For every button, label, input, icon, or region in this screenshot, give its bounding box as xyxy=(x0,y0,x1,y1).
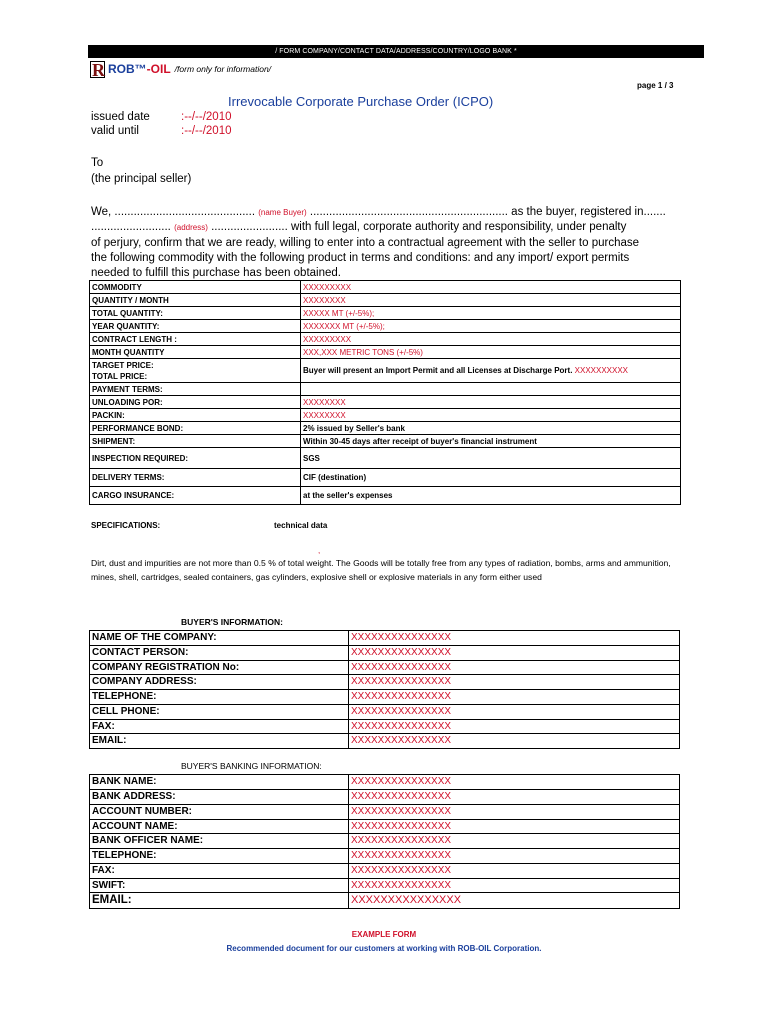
term-label: PACKIN: xyxy=(90,409,301,422)
term-label: PAYMENT TERMS: xyxy=(90,383,301,396)
bank-label: SWIFT: xyxy=(90,878,349,893)
buyer-label: COMPANY REGISTRATION No: xyxy=(90,660,349,675)
term-value: XXXXXXXX xyxy=(301,409,681,422)
term-label: COMMODITY xyxy=(90,281,301,294)
table-row xyxy=(90,435,681,448)
table-row xyxy=(90,396,681,409)
term-label: QUANTITY / MONTH xyxy=(90,294,301,307)
to-label: To xyxy=(91,157,104,169)
example-form-label: EXAMPLE FORM xyxy=(351,930,417,939)
table-row xyxy=(90,734,680,749)
intro-dots: ......................... xyxy=(91,221,171,233)
bank-label: TELEPHONE: xyxy=(90,849,349,864)
title-main: Irrevocable Corporate Purchase Order xyxy=(228,94,450,109)
table-row xyxy=(90,294,681,307)
buyer-value: XXXXXXXXXXXXXXX xyxy=(349,646,680,661)
intro-we: We, ............................................ xyxy=(91,206,256,218)
logo-mark xyxy=(90,61,105,78)
term-value: XXXXXXXX xyxy=(301,294,681,307)
term-value: XXXXXXXX xyxy=(301,396,681,409)
intro-line-4: the following commodity with the following product in terms and conditions: and any import/ export permits xyxy=(91,252,630,264)
term-label: YEAR QUANTITY: xyxy=(90,320,301,333)
issued-date-label: issued date xyxy=(91,111,150,123)
bank-info-table xyxy=(89,774,680,909)
term-value: 2% issued by Seller's bank xyxy=(301,422,681,435)
intro-name-buyer: (name Buyer) xyxy=(258,208,307,217)
logo-oil: -OIL xyxy=(146,62,171,76)
table-row xyxy=(90,487,681,505)
terms-table xyxy=(89,280,681,505)
bank-label: ACCOUNT NAME: xyxy=(90,819,349,834)
intro-line-2 xyxy=(91,219,626,236)
header-bar: / FORM COMPANY/CONTACT DATA/ADDRESS/COUNTRY/LOGO BANK * xyxy=(88,45,704,58)
intro-registered: .............................................................. as the buyer, registered in....... xyxy=(309,206,666,218)
target-price-label: TARGET PRICE: xyxy=(92,360,154,370)
table-row xyxy=(90,790,680,805)
term-value: at the seller's expenses xyxy=(301,487,681,505)
recommended-note: Recommended document for our customers at working with ROB-OIL Corporation. xyxy=(226,944,542,953)
title-abbr: (ICPO) xyxy=(452,94,494,109)
page-number: page 1 / 3 xyxy=(637,81,674,90)
term-value xyxy=(301,383,681,396)
bank-label: BANK OFFICER NAME: xyxy=(90,834,349,849)
table-row xyxy=(90,675,680,690)
term-value: XXXXXXXXX xyxy=(301,333,681,346)
bank-value: XXXXXXXXXXXXXXX xyxy=(349,849,680,864)
term-label: MONTH QUANTITY xyxy=(90,346,301,359)
table-row xyxy=(90,719,680,734)
logo-subtitle: /form only for information/ xyxy=(174,64,272,74)
table-row xyxy=(90,307,681,320)
term-label: PERFORMANCE BOND: xyxy=(90,422,301,435)
valid-until xyxy=(91,125,232,137)
impurities-paragraph: Dirt, dust and impurities are not more than 0.5 % of total weight. The Goods will be totally free from any types of radiation, bombs, arms and ammunition, mines, shell, cartridges, sealed containers, gas cylinders, explosive shell or explosive materials in any form either used xyxy=(91,558,671,582)
buyer-label: EMAIL: xyxy=(90,734,349,749)
buyer-value: XXXXXXXXXXXXXXX xyxy=(349,631,680,646)
price-text: Buyer will present an Import Permit and all Licenses at Discharge Port. xyxy=(303,366,573,375)
term-label: TOTAL QUANTITY: xyxy=(90,307,301,320)
table-row xyxy=(90,878,680,893)
bank-label: ACCOUNT NUMBER: xyxy=(90,804,349,819)
table-row xyxy=(90,849,680,864)
buyer-value: XXXXXXXXXXXXXXX xyxy=(349,660,680,675)
buyer-label: NAME OF THE COMPANY: xyxy=(90,631,349,646)
issued-date-value: :--/--/2010 xyxy=(181,111,232,123)
technical-data: technical data xyxy=(274,521,328,530)
term-value: SGS xyxy=(301,448,681,469)
buyer-info-table xyxy=(89,630,680,749)
table-row xyxy=(90,775,680,790)
term-value: XXXXX MT (+/-5%); xyxy=(301,307,681,320)
buyer-value: XXXXXXXXXXXXXXX xyxy=(349,690,680,705)
logo-letter: R xyxy=(92,59,105,80)
buyer-info-heading: BUYER'S INFORMATION: xyxy=(181,617,283,627)
intro-line-3: of perjury, confirm that we are ready, willing to enter into a contractual agreement with the seller to purchase xyxy=(91,237,640,249)
bank-value: XXXXXXXXXXXXXXX xyxy=(349,834,680,849)
bank-value: XXXXXXXXXXXXXXX xyxy=(349,878,680,893)
table-row xyxy=(90,834,680,849)
table-row xyxy=(90,893,680,909)
principal-seller: (the principal seller) xyxy=(91,173,192,185)
table-row xyxy=(90,469,681,487)
buyer-label: FAX: xyxy=(90,719,349,734)
price-value xyxy=(301,359,681,383)
table-row xyxy=(90,660,680,675)
term-label: CONTRACT LENGTH : xyxy=(90,333,301,346)
logo-rob: ROB™ xyxy=(108,62,147,76)
table-row xyxy=(90,448,681,469)
intro-line-5: needed to fulfill this purchase has been obtained. xyxy=(91,267,341,279)
table-row xyxy=(90,646,680,661)
table-row xyxy=(90,320,681,333)
term-label: DELIVERY TERMS: xyxy=(90,469,301,487)
document-title xyxy=(228,94,493,109)
table-row xyxy=(90,333,681,346)
term-label: CARGO INSURANCE: xyxy=(90,487,301,505)
intro-authority: ........................ with full legal, corporate authority and responsibility, under penalty xyxy=(211,221,627,233)
buyer-value: XXXXXXXXXXXXXXX xyxy=(349,734,680,749)
specifications-label: SPECIFICATIONS: xyxy=(91,521,161,530)
table-row xyxy=(90,690,680,705)
term-label: INSPECTION REQUIRED: xyxy=(90,448,301,469)
valid-until-label: valid until xyxy=(91,125,139,137)
total-price-label: TOTAL PRICE: xyxy=(92,371,148,381)
buyer-label: COMPANY ADDRESS: xyxy=(90,675,349,690)
bank-value: XXXXXXXXXXXXXXX xyxy=(349,819,680,834)
term-label: UNLOADING POR: xyxy=(90,396,301,409)
term-value: Within 30-45 days after receipt of buyer's financial instrument xyxy=(301,435,681,448)
table-row xyxy=(90,281,681,294)
buyer-label: CONTACT PERSON: xyxy=(90,646,349,661)
intro-address: (address) xyxy=(174,223,208,232)
bank-label: FAX: xyxy=(90,863,349,878)
valid-until-value: :--/--/2010 xyxy=(181,125,232,137)
term-value: XXXXXXXXX xyxy=(301,281,681,294)
bank-label: BANK NAME: xyxy=(90,775,349,790)
buyer-label: TELEPHONE: xyxy=(90,690,349,705)
buyer-value: XXXXXXXXXXXXXXX xyxy=(349,719,680,734)
table-row xyxy=(90,383,681,396)
bank-value: XXXXXXXXXXXXXXX xyxy=(349,893,680,909)
bank-info-heading: BUYER'S BANKING INFORMATION: xyxy=(181,761,322,771)
issued-date xyxy=(91,111,232,123)
term-label: SHIPMENT: xyxy=(90,435,301,448)
buyer-value: XXXXXXXXXXXXXXX xyxy=(349,675,680,690)
table-row xyxy=(90,631,680,646)
table-row xyxy=(90,346,681,359)
price-red: XXXXXXXXXX xyxy=(574,366,629,375)
bank-value: XXXXXXXXXXXXXXX xyxy=(349,863,680,878)
term-value: XXX,XXX METRIC TONS (+/-5%) xyxy=(301,346,681,359)
red-comma: , xyxy=(318,546,321,555)
table-row xyxy=(90,359,681,383)
bank-value: XXXXXXXXXXXXXXX xyxy=(349,790,680,805)
bank-value: XXXXXXXXXXXXXXX xyxy=(349,804,680,819)
company-logo xyxy=(90,59,271,79)
bank-label: EMAIL: xyxy=(90,893,349,909)
buyer-value: XXXXXXXXXXXXXXX xyxy=(349,704,680,719)
price-labels xyxy=(90,359,301,383)
table-row xyxy=(90,409,681,422)
bank-label: BANK ADDRESS: xyxy=(90,790,349,805)
term-value: CIF (destination) xyxy=(301,469,681,487)
bank-value: XXXXXXXXXXXXXXX xyxy=(349,775,680,790)
table-row xyxy=(90,804,680,819)
table-row xyxy=(90,819,680,834)
term-value: XXXXXXX MT (+/-5%); xyxy=(301,320,681,333)
table-row xyxy=(90,704,680,719)
table-row xyxy=(90,422,681,435)
buyer-label: CELL PHONE: xyxy=(90,704,349,719)
table-row xyxy=(90,863,680,878)
